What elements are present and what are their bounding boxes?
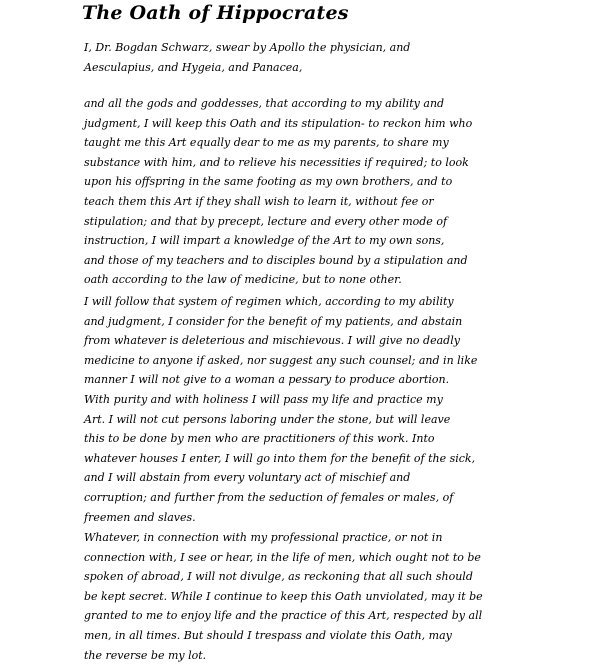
text-line: substance with him, and to relieve his necessities if required; to look — [84, 155, 469, 169]
text-line: corruption; and further from the seduction of females or males, of — [84, 490, 454, 504]
text-line: With purity and with holiness I will pass my life and practice my — [84, 392, 443, 406]
paragraph-secrecy — [84, 528, 584, 665]
text-line: taught me this Art equally dear to me as my parents, to share my — [84, 136, 449, 150]
document-title: The Oath of Hippocrates — [82, 2, 349, 24]
text-line: connection with, I see or hear, in the life of men, which ought not to be — [84, 550, 481, 564]
text-line: Art. I will not cut persons laboring under the stone, but will leave — [84, 412, 451, 426]
text-line: men, in all times. But should I trespass and violate this Oath, may — [84, 628, 452, 642]
text-line: spoken of abroad, I will not divulge, as reckoning that all such should — [84, 570, 473, 584]
text-line: manner I will not give to a woman a pessary to produce abortion. — [84, 373, 450, 387]
text-line: stipulation; and that by precept, lecture and every other mode of — [84, 214, 448, 228]
paragraph-regimen — [84, 292, 584, 527]
text-line: the reverse be my lot. — [84, 648, 207, 662]
text-line: instruction, I will impart a knowledge of the Art to my own sons, — [84, 234, 445, 248]
text-line: I, Dr. Bogdan Schwarz, swear by Apollo the physician, and — [84, 41, 411, 54]
text-line: and those of my teachers and to disciples bound by a stipulation and — [84, 253, 468, 267]
text-line: this to be done by men who are practitioners of this work. Into — [84, 432, 435, 446]
text-line: oath according to the law of medicine, but to none other. — [84, 273, 402, 287]
text-line: whatever houses I enter, I will go into them for the benefit of the sick, — [84, 451, 476, 465]
text-line: from whatever is deleterious and mischievous. I will give no deadly — [84, 334, 460, 348]
text-line: judgment, I will keep this Oath and its stipulation- to reckon him who — [84, 116, 473, 130]
text-line: I will follow that system of regimen which, according to my ability — [84, 295, 454, 308]
text-line: granted to me to enjoy life and the practice of this Art, respected by all — [84, 609, 483, 623]
paragraph-teachers — [84, 94, 584, 290]
text-line: upon his offspring in the same footing as my own brothers, and to — [84, 175, 453, 189]
text-line: be kept secret. While I continue to keep this Oath unviolated, may it be — [84, 589, 483, 603]
text-line: and judgment, I consider for the benefit of my patients, and abstain — [84, 314, 463, 328]
text-line: teach them this Art if they shall wish to learn it, without fee or — [84, 194, 434, 208]
text-line: and all the gods and goddesses, that according to my ability and — [84, 97, 445, 110]
text-line: and I will abstain from every voluntary act of mischief and — [84, 471, 411, 485]
text-line: Aesculapius, and Hygeia, and Panacea, — [84, 60, 303, 74]
text-line: medicine to anyone if asked, nor suggest any such counsel; and in like — [84, 353, 478, 367]
paragraph-invocation — [84, 38, 584, 77]
text-line: freemen and slaves. — [84, 510, 196, 524]
text-line: Whatever, in connection with my professional practice, or not in — [84, 531, 443, 544]
